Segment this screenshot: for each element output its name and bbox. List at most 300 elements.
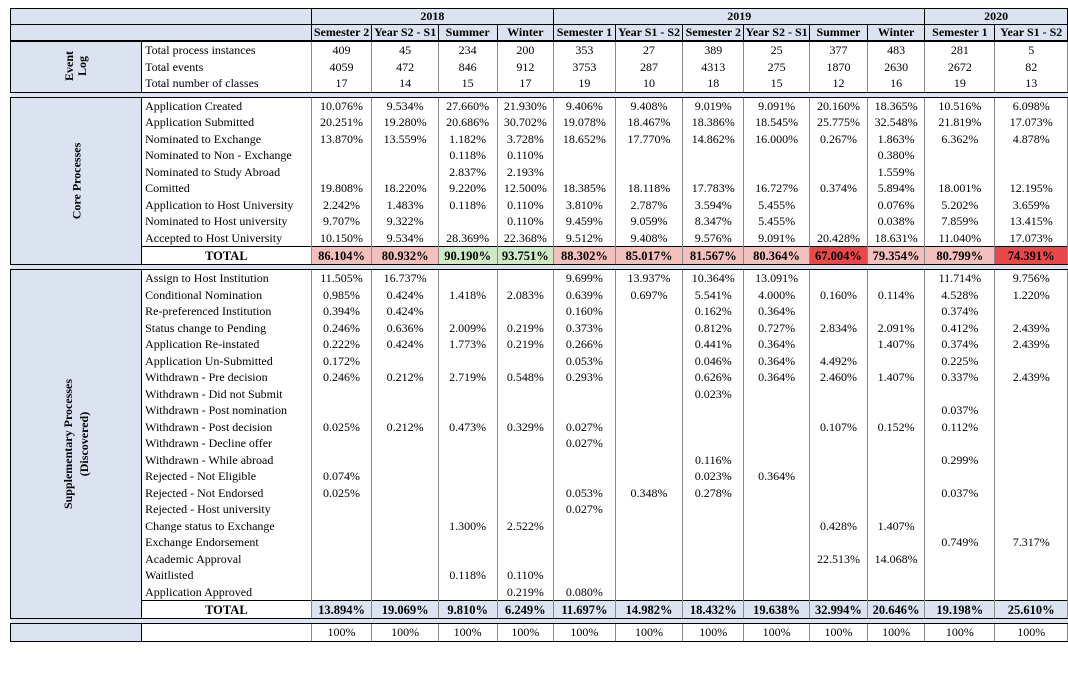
row-label: Status change to Pending [142,320,312,337]
row-label: Application to Host University [142,197,312,214]
supplementary-value: 4.000% [744,287,810,304]
supplementary-value: 0.110% [497,567,554,584]
row-label: Application Un-Submitted [142,353,312,370]
supplementary-value: 0.118% [438,567,497,584]
core-total-value: 80.799% [925,247,995,265]
supplementary-value [438,501,497,518]
core-value: 18.386% [683,114,744,131]
event-log-value: 409 [311,41,372,59]
event-log-value: 472 [372,59,438,76]
core-value: 9.534% [372,97,438,114]
supplementary-value: 2.834% [809,320,867,337]
event-log-value: 27 [615,41,683,59]
supplementary-value: 0.027% [554,435,616,452]
core-total-value: 93.751% [497,247,554,265]
supplementary-value [925,435,995,452]
core-process-row [11,131,1068,148]
core-value [809,197,867,214]
core-value [809,164,867,181]
grand-total-value: 100% [867,624,924,642]
supplementary-value: 0.037% [925,402,995,419]
supplementary-value [372,386,438,403]
supplementary-value: 0.348% [615,485,683,502]
core-value: 13.415% [995,213,1068,230]
supplementary-value [867,353,924,370]
supplementary-value [615,468,683,485]
supplementary-value: 14.068% [867,551,924,568]
supplementary-value: 0.219% [497,320,554,337]
supplementary-process-row [11,518,1068,535]
supplementary-value [995,485,1068,502]
supplementary-value [615,320,683,337]
core-value: 4.878% [995,131,1068,148]
core-value: 2.242% [311,197,372,214]
supplementary-value: 0.023% [683,468,744,485]
supplementary-total-value: 14.982% [615,601,683,619]
event-log-value: 45 [372,41,438,59]
supplementary-value [438,386,497,403]
supplementary-value: 11.505% [311,270,372,287]
supplementary-value [438,452,497,469]
core-value: 28.369% [438,230,497,247]
supplementary-value: 0.222% [311,336,372,353]
supplementary-value: 5.541% [683,287,744,304]
supplementary-value [809,534,867,551]
supplementary-value [615,567,683,584]
row-label: Assign to Host Institution [142,270,312,287]
core-process-row [11,164,1068,181]
supplementary-value: 0.212% [372,369,438,386]
supplementary-value: 1.418% [438,287,497,304]
supplementary-value [995,567,1068,584]
core-value: 20.686% [438,114,497,131]
supplementary-value: 0.697% [615,287,683,304]
supplementary-value [809,435,867,452]
core-total-value: 67.004% [809,247,867,265]
event-log-value: 281 [925,41,995,59]
core-value [311,147,372,164]
supplementary-value [615,518,683,535]
supplementary-value: 0.299% [925,452,995,469]
core-value: 0.110% [497,197,554,214]
core-value: 0.110% [497,213,554,230]
period-header: Semester 2 [683,25,744,42]
supplementary-value: 0.246% [311,320,372,337]
supplementary-value: 0.548% [497,369,554,386]
core-value: 25.775% [809,114,867,131]
core-value: 12.500% [497,180,554,197]
event-log-group-label [11,41,142,92]
process-metrics-table [10,8,1068,642]
supplementary-value [615,303,683,320]
supplementary-value [867,303,924,320]
supplementary-value: 2.091% [867,320,924,337]
core-value [809,147,867,164]
supplementary-value: 0.374% [925,336,995,353]
core-value: 5.455% [744,213,810,230]
core-total-value: 85.017% [615,247,683,265]
supplementary-value [683,518,744,535]
supplementary-value [683,402,744,419]
core-value: 19.078% [554,114,616,131]
supplementary-value: 0.219% [497,584,554,601]
supplementary-value: 0.749% [925,534,995,551]
supplementary-process-row [11,584,1068,601]
supplementary-value: 0.374% [925,303,995,320]
core-value [554,147,616,164]
core-value: 9.322% [372,213,438,230]
supplementary-value: 0.053% [554,353,616,370]
supplementary-value [372,485,438,502]
event-log-value: 287 [615,59,683,76]
core-value: 18.631% [867,230,924,247]
supplementary-process-row [11,435,1068,452]
supplementary-value [311,435,372,452]
event-log-value: 18 [683,75,744,92]
core-value: 6.098% [995,97,1068,114]
supplementary-value: 0.037% [925,485,995,502]
grand-total-value: 100% [925,624,995,642]
event-log-value: 17 [311,75,372,92]
event-log-value: 483 [867,41,924,59]
supplementary-process-row [11,353,1068,370]
core-process-row [11,180,1068,197]
period-header: Year S2 - S1 [372,25,438,42]
core-value: 5.894% [867,180,924,197]
row-label: Withdrawn - While abroad [142,452,312,469]
supplementary-process-row [11,485,1068,502]
core-total-value: 74.391% [995,247,1068,265]
supplementary-value [867,468,924,485]
supplementary-value: 0.107% [809,419,867,436]
supplementary-value [995,501,1068,518]
supplementary-value: 0.727% [744,320,810,337]
supplementary-process-row [11,468,1068,485]
row-label: Application Created [142,97,312,114]
core-value: 9.019% [683,97,744,114]
supplementary-value: 1.407% [867,336,924,353]
supplementary-value [311,452,372,469]
supplementary-value: 0.027% [554,419,616,436]
supplementary-value [554,518,616,535]
supplementary-total-value: 18.432% [683,601,744,619]
supplementary-value: 0.172% [311,353,372,370]
supplementary-value [744,402,810,419]
period-header: Winter [497,25,554,42]
supplementary-value [372,435,438,452]
supplementary-value: 2.009% [438,320,497,337]
supplementary-value [867,501,924,518]
supplementary-process-row [11,452,1068,469]
year-header: 2018 [311,9,554,25]
supplementary-value: 1.773% [438,336,497,353]
supplementary-value: 0.364% [744,303,810,320]
supplementary-value: 10.364% [683,270,744,287]
row-label: Withdrawn - Post nomination [142,402,312,419]
row-label: Change status to Exchange [142,518,312,535]
supplementary-value: 0.112% [925,419,995,436]
supplementary-value: 0.412% [925,320,995,337]
supplementary-process-row [11,303,1068,320]
supplementary-value: 9.756% [995,270,1068,287]
grand-total-value: 100% [615,624,683,642]
supplementary-value: 0.364% [744,369,810,386]
supplementary-value [311,386,372,403]
supplementary-value [995,402,1068,419]
event-log-value: 4313 [683,59,744,76]
supplementary-value [809,468,867,485]
core-value: 9.576% [683,230,744,247]
event-log-value: 17 [497,75,554,92]
supplementary-value: 0.080% [554,584,616,601]
supplementary-value: 2.522% [497,518,554,535]
supplementary-total-value: 19.069% [372,601,438,619]
supplementary-process-row [11,551,1068,568]
supplementary-value: 0.364% [744,336,810,353]
supplementary-value [744,551,810,568]
core-value: 20.251% [311,114,372,131]
row-label: Academic Approval [142,551,312,568]
supplementary-process-row [11,336,1068,353]
supplementary-value: 0.212% [372,419,438,436]
supplementary-value [925,584,995,601]
period-header: Semester 1 [925,25,995,42]
core-value: 27.660% [438,97,497,114]
supplementary-value: 0.152% [867,419,924,436]
core-group-text: Core Processes [69,142,84,220]
period-header: Semester 1 [554,25,616,42]
event-log-value: 2630 [867,59,924,76]
supplementary-value [809,336,867,353]
supplementary-value [497,386,554,403]
row-label: Total events [142,59,312,76]
supplementary-value [809,303,867,320]
event-log-value: 14 [372,75,438,92]
supplementary-value [497,551,554,568]
core-value [615,147,683,164]
supplementary-value [554,534,616,551]
supplementary-value [497,435,554,452]
event-log-row [11,41,1068,59]
supplementary-value [867,534,924,551]
supplementary-value [615,584,683,601]
supplementary-value [438,534,497,551]
event-log-value: 275 [744,59,810,76]
core-value: 19.280% [372,114,438,131]
supplementary-value [995,468,1068,485]
event-log-value: 912 [497,59,554,76]
core-total-value: 80.932% [372,247,438,265]
supplementary-value: 0.985% [311,287,372,304]
supplementary-value [311,518,372,535]
event-log-value: 16 [867,75,924,92]
supplementary-value [809,452,867,469]
core-value: 2.787% [615,197,683,214]
row-label: Re-preferenced Institution [142,303,312,320]
period-header-row [11,25,1068,42]
supplementary-value [744,386,810,403]
event-log-value: 19 [554,75,616,92]
supplementary-process-row [11,320,1068,337]
supplementary-value [311,501,372,518]
supplementary-value [809,402,867,419]
total-label: TOTAL [142,247,312,265]
supplementary-value [438,435,497,452]
supplementary-value [867,485,924,502]
supplementary-value [372,518,438,535]
event-log-value: 15 [744,75,810,92]
core-value: 9.059% [615,213,683,230]
supplementary-value: 0.160% [809,287,867,304]
supplementary-value [615,419,683,436]
supplementary-value: 0.116% [683,452,744,469]
supplementary-value: 16.737% [372,270,438,287]
core-value: 0.374% [809,180,867,197]
supplementary-total-value: 19.638% [744,601,810,619]
grand-total-value: 100% [438,624,497,642]
year-header-row [11,9,1068,25]
supplementary-value [744,567,810,584]
core-value: 21.819% [925,114,995,131]
supplementary-value [372,501,438,518]
event-log-value: 19 [925,75,995,92]
core-value: 9.091% [744,230,810,247]
core-value: 3.659% [995,197,1068,214]
supplementary-value: 0.428% [809,518,867,535]
supplementary-group-line2: (Discovered) [77,411,92,477]
core-value: 9.512% [554,230,616,247]
core-value: 10.516% [925,97,995,114]
event-log-value: 200 [497,41,554,59]
supplementary-value [554,551,616,568]
supplementary-value [438,584,497,601]
supplementary-value: 4.492% [809,353,867,370]
header-corner [11,25,312,42]
core-value [372,147,438,164]
supplementary-value [867,452,924,469]
supplementary-value [925,551,995,568]
core-value: 5.202% [925,197,995,214]
core-value: 7.859% [925,213,995,230]
grand-total-value: 100% [744,624,810,642]
core-value: 0.118% [438,197,497,214]
supplementary-value: 2.439% [995,320,1068,337]
supplementary-value [615,534,683,551]
core-value [683,147,744,164]
core-total-row [11,247,1068,265]
core-value: 9.707% [311,213,372,230]
row-label: Application Approved [142,584,312,601]
supplementary-value: 0.266% [554,336,616,353]
core-value [554,164,616,181]
core-value: 14.862% [683,131,744,148]
year-header: 2019 [554,9,925,25]
row-label: Total process instances [142,41,312,59]
event-log-group-text: Event Log [62,51,90,82]
core-value: 0.267% [809,131,867,148]
supplementary-value [683,551,744,568]
supplementary-value [497,353,554,370]
supplementary-value [809,386,867,403]
row-label: Total number of classes [142,75,312,92]
supplementary-value: 2.439% [995,369,1068,386]
core-value: 9.408% [615,97,683,114]
supplementary-value [867,270,924,287]
core-value: 3.728% [497,131,554,148]
core-value: 0.038% [867,213,924,230]
event-log-value: 82 [995,59,1068,76]
event-log-value: 15 [438,75,497,92]
core-value [925,164,995,181]
supplementary-value: 0.074% [311,468,372,485]
core-value: 17.783% [683,180,744,197]
supplementary-value: 9.699% [554,270,616,287]
core-value: 13.559% [372,131,438,148]
row-label: Nominated to Study Abroad [142,164,312,181]
supplementary-process-row [11,386,1068,403]
supplementary-value: 0.162% [683,303,744,320]
supplementary-value: 1.300% [438,518,497,535]
core-value [995,164,1068,181]
supplementary-value [995,518,1068,535]
supplementary-value [995,419,1068,436]
core-value: 18.220% [372,180,438,197]
core-value: 20.160% [809,97,867,114]
supplementary-value [438,551,497,568]
supplementary-value: 13.091% [744,270,810,287]
core-total-value: 86.104% [311,247,372,265]
supplementary-value [744,534,810,551]
supplementary-value [372,468,438,485]
core-value: 20.428% [809,230,867,247]
table-body [11,9,1068,642]
core-total-value: 90.190% [438,247,497,265]
supplementary-value [311,534,372,551]
supplementary-process-row [11,270,1068,287]
grand-total-value: 100% [809,624,867,642]
core-value [744,164,810,181]
supplementary-value [925,501,995,518]
supplementary-value: 2.439% [995,336,1068,353]
supplementary-process-row [11,501,1068,518]
row-label: Nominated to Host university [142,213,312,230]
core-value: 13.870% [311,131,372,148]
supplementary-process-row [11,534,1068,551]
supplementary-value [995,584,1068,601]
event-log-row [11,59,1068,76]
supplementary-group-text [60,379,92,509]
supplementary-value: 1.407% [867,369,924,386]
row-label: Withdrawn - Did not Submit [142,386,312,403]
supplementary-value [809,485,867,502]
supplementary-value [867,386,924,403]
supplementary-value [615,353,683,370]
total-label: TOTAL [142,601,312,619]
period-header: Year S2 - S1 [745,25,808,39]
core-value: 9.406% [554,97,616,114]
event-log-value: 13 [995,75,1068,92]
supplementary-group-label [11,270,142,619]
supplementary-value [372,353,438,370]
supplementary-value [615,336,683,353]
supplementary-value [925,386,995,403]
supplementary-value [615,386,683,403]
core-value: 12.195% [995,180,1068,197]
core-total-value: 79.354% [867,247,924,265]
core-value: 8.347% [683,213,744,230]
event-log-value: 389 [683,41,744,59]
core-value: 18.385% [554,180,616,197]
